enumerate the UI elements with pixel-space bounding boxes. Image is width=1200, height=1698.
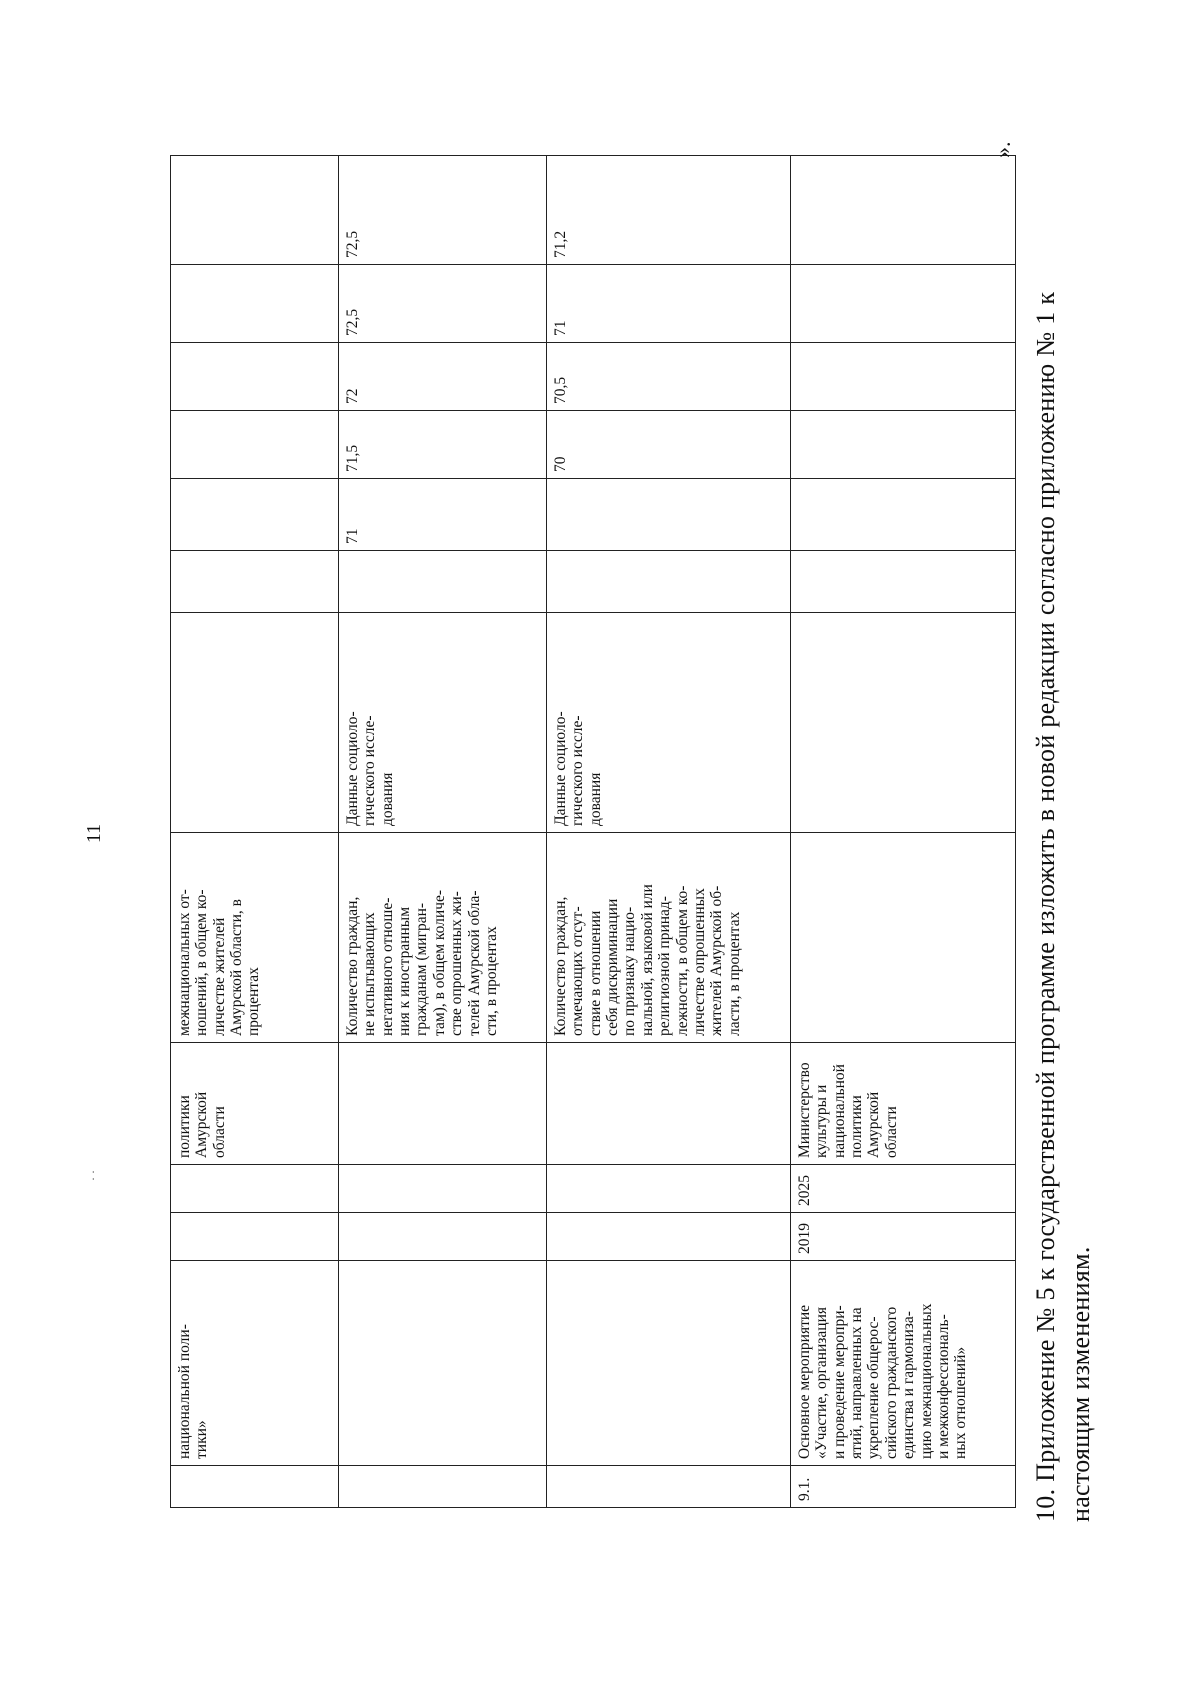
amendment-paragraph xyxy=(1028,162,1098,1522)
cell-indicator xyxy=(791,833,1016,1043)
table-row xyxy=(171,156,339,1508)
cell-value xyxy=(171,551,339,613)
cell-activity xyxy=(171,1261,339,1466)
value-text: 70,5 xyxy=(552,376,569,404)
value-text: 70 xyxy=(552,456,569,472)
cell-value xyxy=(791,265,1016,343)
cell-year-end xyxy=(547,1165,791,1213)
cell-activity xyxy=(339,1261,547,1466)
cell-responsible xyxy=(547,1043,791,1165)
paragraph-line-2: настоящим изменениям. xyxy=(1066,1246,1096,1522)
cell-source xyxy=(339,613,547,833)
scan-speck: · · xyxy=(86,1170,100,1181)
indicator-text: межнациональных от- ношений, в общем ко- личестве жителей Амурской области, в процентах xyxy=(176,889,263,1036)
cell-value xyxy=(547,411,791,479)
cell-value xyxy=(339,479,547,551)
source-text: Данные социоло- гического иссле- дования xyxy=(344,711,396,826)
cell-responsible xyxy=(171,1043,339,1165)
cell-num xyxy=(171,1466,339,1508)
cell-num xyxy=(791,1466,1016,1508)
cell-year-start xyxy=(547,1213,791,1261)
cell-value xyxy=(339,156,547,265)
cell-value xyxy=(339,411,547,479)
cell-indicator xyxy=(547,833,791,1043)
activity-text: Основное мероприятие «Участие, организация и проведение меропри- ятий, направленных на укрепление общерос- сийского гражданского единства и гармониза- цию межнациональных и межконфессиональ- ных отношений» xyxy=(796,1303,970,1459)
value-text: 71,2 xyxy=(552,230,569,258)
page-number: 11 xyxy=(83,823,106,844)
cell-value xyxy=(339,551,547,613)
indicator-text: Количество граждан, отмечающих отсут- ствие в отношении себя дискриминации по признаку нацио- нальной, языковой или религиозной принад- лежности, в общем ко- личестве опрошенных жителей Амурской об- ласти, в процентах xyxy=(552,884,743,1036)
cell-value xyxy=(791,479,1016,551)
cell-value xyxy=(547,479,791,551)
cell-value xyxy=(791,343,1016,411)
value-text: 72 xyxy=(344,388,361,404)
table-row xyxy=(339,156,547,1508)
cell-value xyxy=(339,343,547,411)
cell-value xyxy=(547,265,791,343)
cell-value xyxy=(791,156,1016,265)
cell-responsible xyxy=(339,1043,547,1165)
cell-indicator xyxy=(171,833,339,1043)
cell-num xyxy=(547,1466,791,1508)
cell-value xyxy=(339,265,547,343)
value-text: 71,5 xyxy=(344,444,361,472)
cell-value xyxy=(171,343,339,411)
cell-num xyxy=(339,1466,547,1508)
cell-responsible xyxy=(791,1043,1016,1165)
cell-year-start xyxy=(339,1213,547,1261)
cell-activity xyxy=(547,1261,791,1466)
value-text: 71 xyxy=(552,320,569,336)
cell-value xyxy=(171,156,339,265)
cell-value xyxy=(547,343,791,411)
cell-source xyxy=(547,613,791,833)
indicators-table xyxy=(170,155,1016,1508)
cell-indicator xyxy=(339,833,547,1043)
responsible-text: Министерство культуры и национальной политики Амурской области xyxy=(796,1062,900,1158)
cell-value xyxy=(171,411,339,479)
indicator-text: Количество граждан, не испытывающих негативного отноше- ния к иностранным гражданам (мигран- там), в общем количе- стве опрошенных жи- телей Амурской обла- сти, в процентах xyxy=(344,889,500,1036)
cell-value xyxy=(547,156,791,265)
year-start: 2019 xyxy=(796,1223,813,1254)
table-row xyxy=(547,156,791,1508)
closing-quote: ». xyxy=(990,141,1015,158)
activity-text: национальной поли- тики» xyxy=(176,1324,211,1459)
cell-year-start xyxy=(791,1213,1016,1261)
value-text: 72,5 xyxy=(344,230,361,258)
table-row xyxy=(791,156,1016,1508)
table-body xyxy=(171,156,1016,1508)
paragraph-line-1: 10. Приложение № 5 к государственной программе изложить в новой редакции согласно приложению № 1 к xyxy=(1031,291,1060,1522)
year-end: 2025 xyxy=(796,1175,813,1206)
row-number: 9.1. xyxy=(796,1477,813,1501)
cell-year-end xyxy=(791,1165,1016,1213)
cell-value xyxy=(791,551,1016,613)
cell-value xyxy=(791,411,1016,479)
cell-year-end xyxy=(339,1165,547,1213)
cell-year-start xyxy=(171,1213,339,1261)
cell-value xyxy=(547,551,791,613)
cell-value xyxy=(171,479,339,551)
cell-source xyxy=(171,613,339,833)
responsible-text: политики Амурской области xyxy=(176,1091,228,1158)
cell-year-end xyxy=(171,1165,339,1213)
source-text: Данные социоло- гического иссле- дования xyxy=(552,711,604,826)
cell-activity xyxy=(791,1261,1016,1466)
cell-source xyxy=(791,613,1016,833)
value-text: 71 xyxy=(344,528,361,544)
value-text: 72,5 xyxy=(344,308,361,336)
cell-value xyxy=(171,265,339,343)
